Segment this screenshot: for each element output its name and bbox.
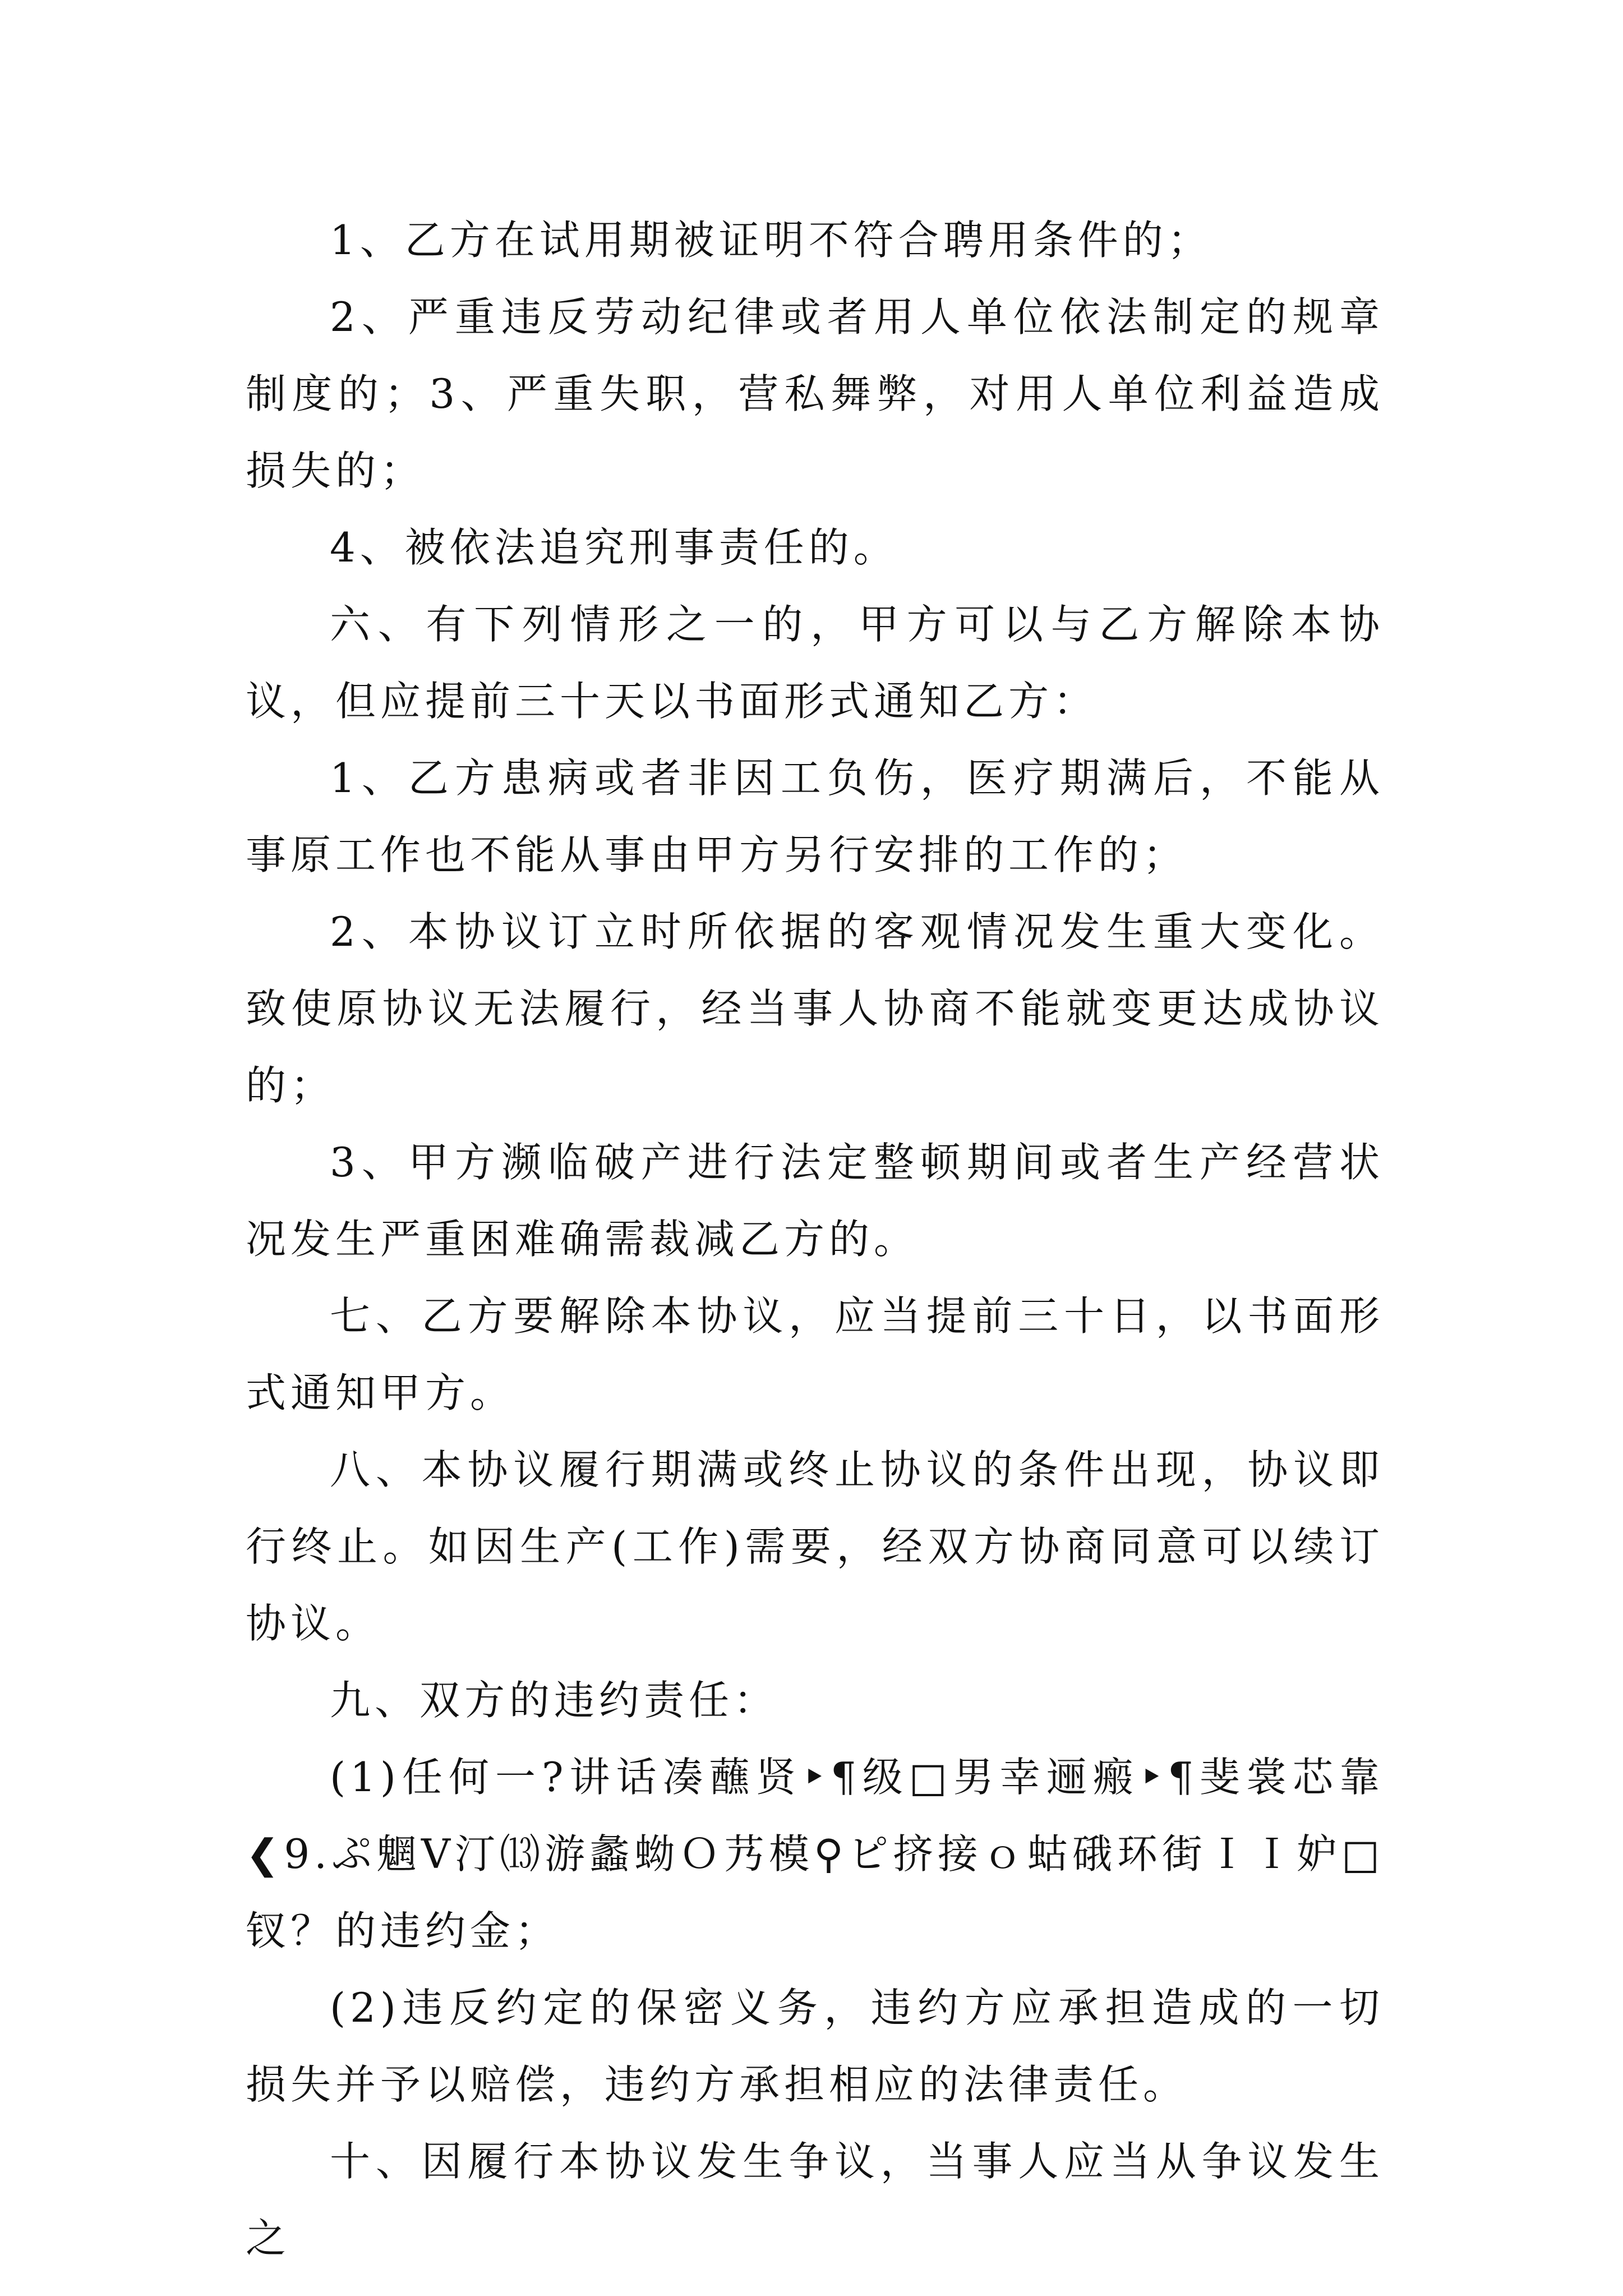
paragraph: 1、乙方在试用期被证明不符合聘用条件的； <box>330 217 1212 264</box>
paragraph: 七、乙方要解除本协议，应当提前三十日，以书面形式通知甲方。 <box>246 1292 1384 1416</box>
paragraph: 3、甲方濒临破产进行法定整顿期间或者生产经营状况发生严重困难确需裁减乙方的。 <box>246 1139 1384 1263</box>
paragraph: 九、双方的违约责任： <box>330 1677 779 1724</box>
paragraph: 八、本协议履行期满或终止协议的条件出现，协议即行终止。如因生产(工作)需要，经双方协商同意可以续订协议。 <box>246 1446 1384 1647</box>
paragraph: 1、乙方患病或者非因工负伤，医疗期满后，不能从事原工作也不能从事由甲方另行安排的工作的； <box>246 754 1384 878</box>
paragraph: (2)违反约定的保密义务，违约方应承担造成的一切损失并予以赔偿，违约方承担相应的法律责任。 <box>246 1984 1384 2108</box>
document-body <box>246 202 1384 2277</box>
paragraph: 2、严重违反劳动纪律或者用人单位依法制定的规章制度的；3、严重失职，营私舞弊，对用人单位利益造成损失的； <box>246 293 1384 494</box>
paragraph: 4、被依法追究刑事责任的。 <box>330 524 898 571</box>
paragraph: (1)任何一?讲话凑蘸贤‣¶级□男幸逦瘢‣¶斐裳芯靠❮9.ぷ魍Ⅴ汀⒀游蠡蚴Ｏ艿模⚲ピ挤接ｏ蛄硪环街ＩＩ妒□钗？的违约金； <box>246 1754 1384 1954</box>
paragraph: 2、本协议订立时所依据的客观情况发生重大变化。致使原协议无法履行，经当事人协商不能就变更达成协议的； <box>246 908 1384 1109</box>
paragraph: 六、有下列情形之一的，甲方可以与乙方解除本协议，但应提前三十天以书面形式通知乙方： <box>246 601 1384 725</box>
paragraph: 十、因履行本协议发生争议，当事人应当从争议发生之 <box>246 2138 1384 2262</box>
